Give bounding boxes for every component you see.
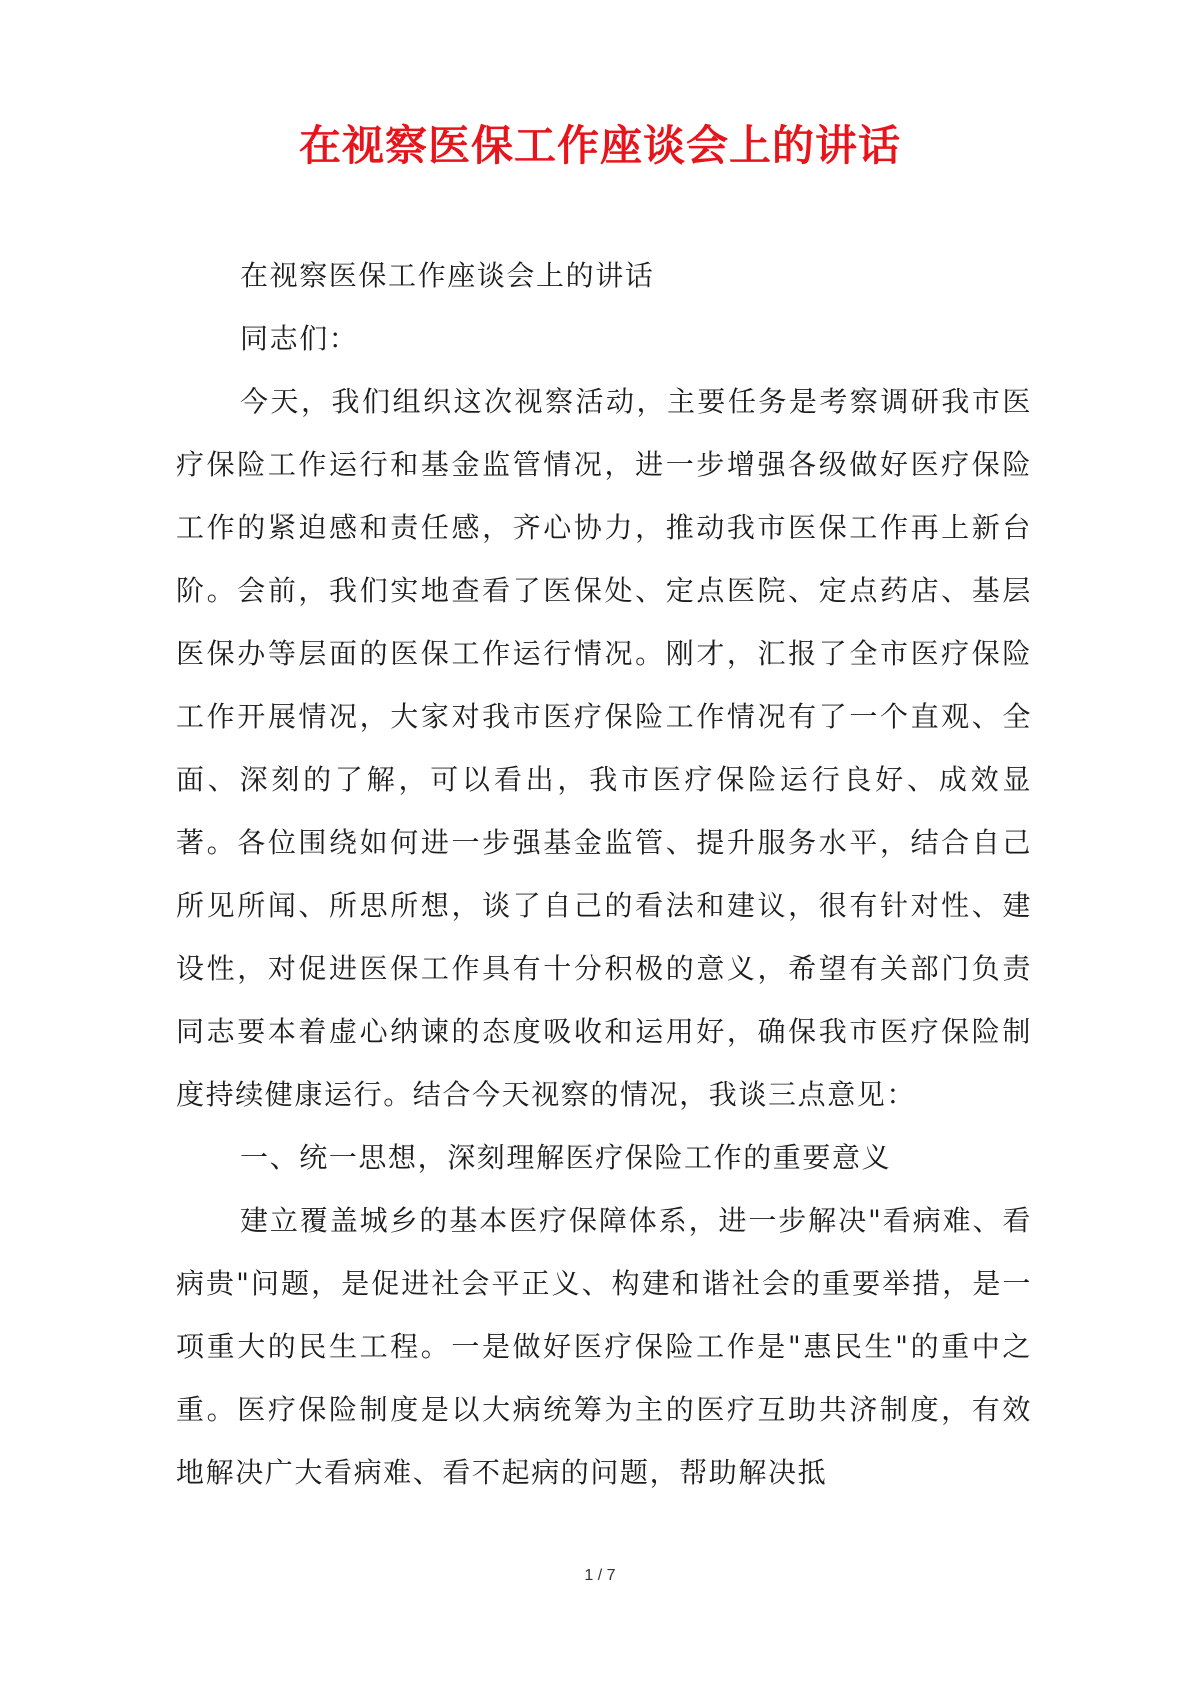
paragraph-section-body: 建立覆盖城乡的基本医疗保障体系，进一步解决"看病难、看病贵"问题，是促进社会平正义、构建和谐社会的重要举措，是一项重大的民生工程。一是做好医疗保险工作是"惠民生"的重中之重。医疗保险制度是以大病统筹为主的医疗互助共济制度，有效地解决广大看病难、看不起病的问题，帮助解决抵 [176,1204,1032,1489]
paragraph-intro: 今天，我们组织这次视察活动，主要任务是考察调研我市医疗保险工作运行和基金监管情况，进一步增强各级做好医疗保险工作的紧迫感和责任感，齐心协力，推动我市医保工作再上新台阶。会前，我们实地查看了医保处、定点医院、定点药店、基层医保办等层面的医保工作运行情况。刚才，汇报了全市医疗保险工作开展情况，大家对我市医疗保险工作情况有了一个直观、全面、深刻的了解，可以看出，我市医疗保险运行良好、成效显著。各位围绕如何进一步强基金监管、提升服务水平，结合自己所见所闻、所思所想，谈了自己的看法和建议，很有针对性、建设性，对促进医保工作具有十分积极的意义，希望有关部门负责同志要本着虚心纳谏的态度吸收和运用好，确保我市医疗保险制度持续健康运行。结合今天视察的情况，我谈三点意见： [176,385,1032,1111]
document-title: 在视察医保工作座谈会上的讲话 [298,121,901,170]
paragraph-section-heading: 一、统一思想，深刻理解医疗保险工作的重要意义 [240,1141,892,1174]
document-body [176,244,1032,1504]
paragraph-subtitle: 在视察医保工作座谈会上的讲话 [240,259,655,292]
page-number: 1 / 7 [584,1567,616,1584]
paragraph-salutation: 同志们： [240,322,359,355]
